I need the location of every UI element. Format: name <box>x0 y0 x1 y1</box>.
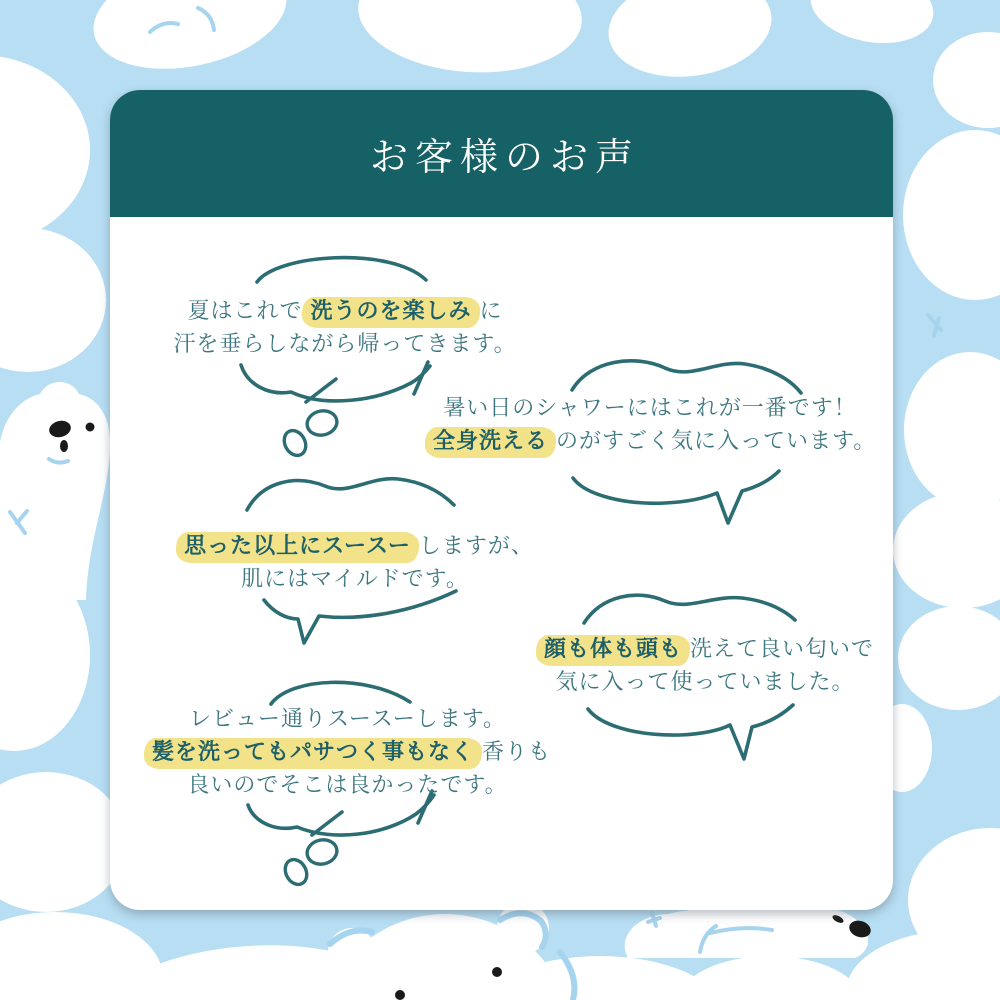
testimonial-segment: 肌にはマイルドです。 <box>241 567 469 592</box>
bear-eye <box>492 967 502 977</box>
highlighted-segment: 洗うのを楽しみ <box>302 297 479 328</box>
testimonial-segment: のがすごく気に入っています。 <box>556 429 877 454</box>
testimonial-3 <box>165 530 545 596</box>
testimonial-2 <box>425 392 875 458</box>
bear-mouth-drop <box>60 440 68 452</box>
testimonial-4 <box>505 633 905 699</box>
testimonial-segment: 香りも <box>482 740 552 765</box>
testimonial-segment: 良いのでそこは良かったです。 <box>187 773 508 798</box>
bear-eye <box>395 990 405 1000</box>
highlighted-segment: 顔も体も頭も <box>536 635 690 666</box>
testimonial-segment: しますが、 <box>418 534 534 559</box>
highlighted-segment: 髪を洗ってもパサつく事もなく <box>144 738 482 769</box>
bear-eye <box>86 423 95 432</box>
testimonial-segment: 夏はこれで <box>187 299 303 324</box>
testimonial-segment: 暑い日のシャワーにはこれが一番です！ <box>443 396 857 421</box>
testimonial-1 <box>160 295 530 361</box>
testimonial-segment: レビュー通りスースーします。 <box>189 707 506 732</box>
testimonial-segment: 汗を垂らしながら帰ってきます。 <box>173 332 517 357</box>
testimonial-5 <box>130 703 565 802</box>
testimonial-segment: に <box>479 299 503 324</box>
testimonial-segment: 洗えて良い匂いで <box>690 637 875 662</box>
card-header <box>110 90 893 217</box>
highlighted-segment: 全身洗える <box>425 427 556 458</box>
testimonial-segment: 気に入って使っていました。 <box>555 670 855 695</box>
highlighted-segment: 思った以上にスースー <box>176 532 419 563</box>
page-title: お客様のお声 <box>369 135 640 179</box>
